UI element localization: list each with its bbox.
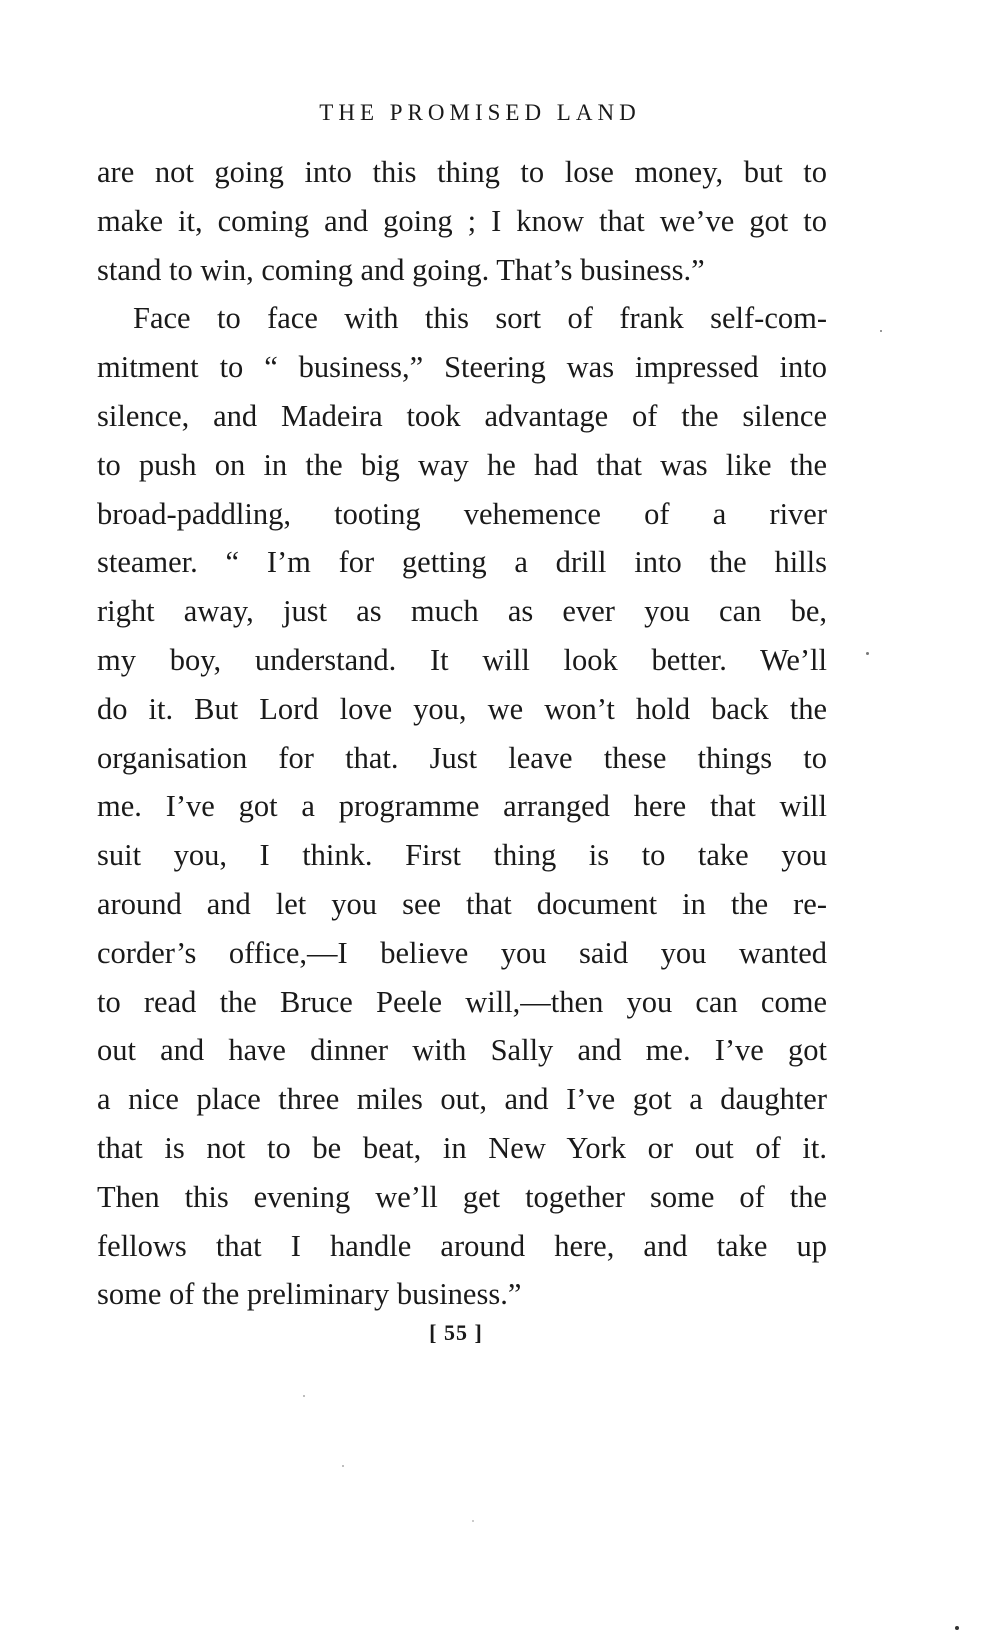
text-line: corder’s office,—I believe you said you wanted	[97, 935, 827, 970]
text-line: mitment to “ business,” Steering was impressed into	[97, 350, 827, 385]
text-line: organisation for that. Just leave these things to	[97, 740, 827, 775]
text-line: silence, and Madeira took advantage of the silence	[97, 398, 827, 433]
text-line: steamer. “ I’m for getting a drill into the hills	[97, 545, 827, 580]
text-line: around and let you see that document in the re-	[97, 886, 827, 921]
scan-speck	[866, 652, 869, 655]
text-line: some of the preliminary business.”	[97, 1277, 522, 1312]
text-line: a nice place three miles out, and I’ve got a daughter	[97, 1082, 827, 1117]
text-line: stand to win, coming and going. That’s business.”	[97, 252, 705, 287]
text-line: make it, coming and going ; I know that we’ve got to	[97, 203, 827, 238]
scan-speck	[342, 1465, 344, 1467]
text-line: to push on in the big way he had that was like the	[97, 447, 827, 482]
text-line: do it. But Lord love you, we won’t hold back the	[97, 691, 827, 726]
text-line: me. I’ve got a programme arranged here that will	[97, 789, 827, 824]
scan-speck	[880, 330, 882, 332]
scan-speck	[303, 1395, 305, 1397]
scan-speck	[472, 1520, 474, 1522]
text-line: my boy, understand. It will look better. We’ll	[97, 642, 827, 677]
text-line: out and have dinner with Sally and me. I’ve got	[97, 1033, 827, 1068]
text-line: right away, just as much as ever you can be,	[97, 594, 827, 629]
text-line: are not going into this thing to lose money, but to	[97, 155, 827, 189]
scan-speck	[955, 1626, 959, 1630]
text-line: suit you, I think. First thing is to take you	[97, 838, 827, 873]
running-head: THE PROMISED LAND	[319, 100, 641, 125]
text-line: fellows that I handle around here, and take up	[97, 1228, 827, 1263]
text-line: to read the Bruce Peele will,—then you can come	[97, 984, 827, 1019]
body-text	[97, 148, 827, 1319]
page-number: [ 55 ]	[429, 1320, 483, 1345]
text-line: that is not to be beat, in New York or out of it.	[97, 1130, 827, 1165]
text-line: broad-paddling, tooting vehemence of a river	[97, 496, 827, 531]
text-line: Face to face with this sort of frank self-com-	[133, 301, 827, 336]
text-line: Then this evening we’ll get together some of the	[97, 1179, 827, 1214]
